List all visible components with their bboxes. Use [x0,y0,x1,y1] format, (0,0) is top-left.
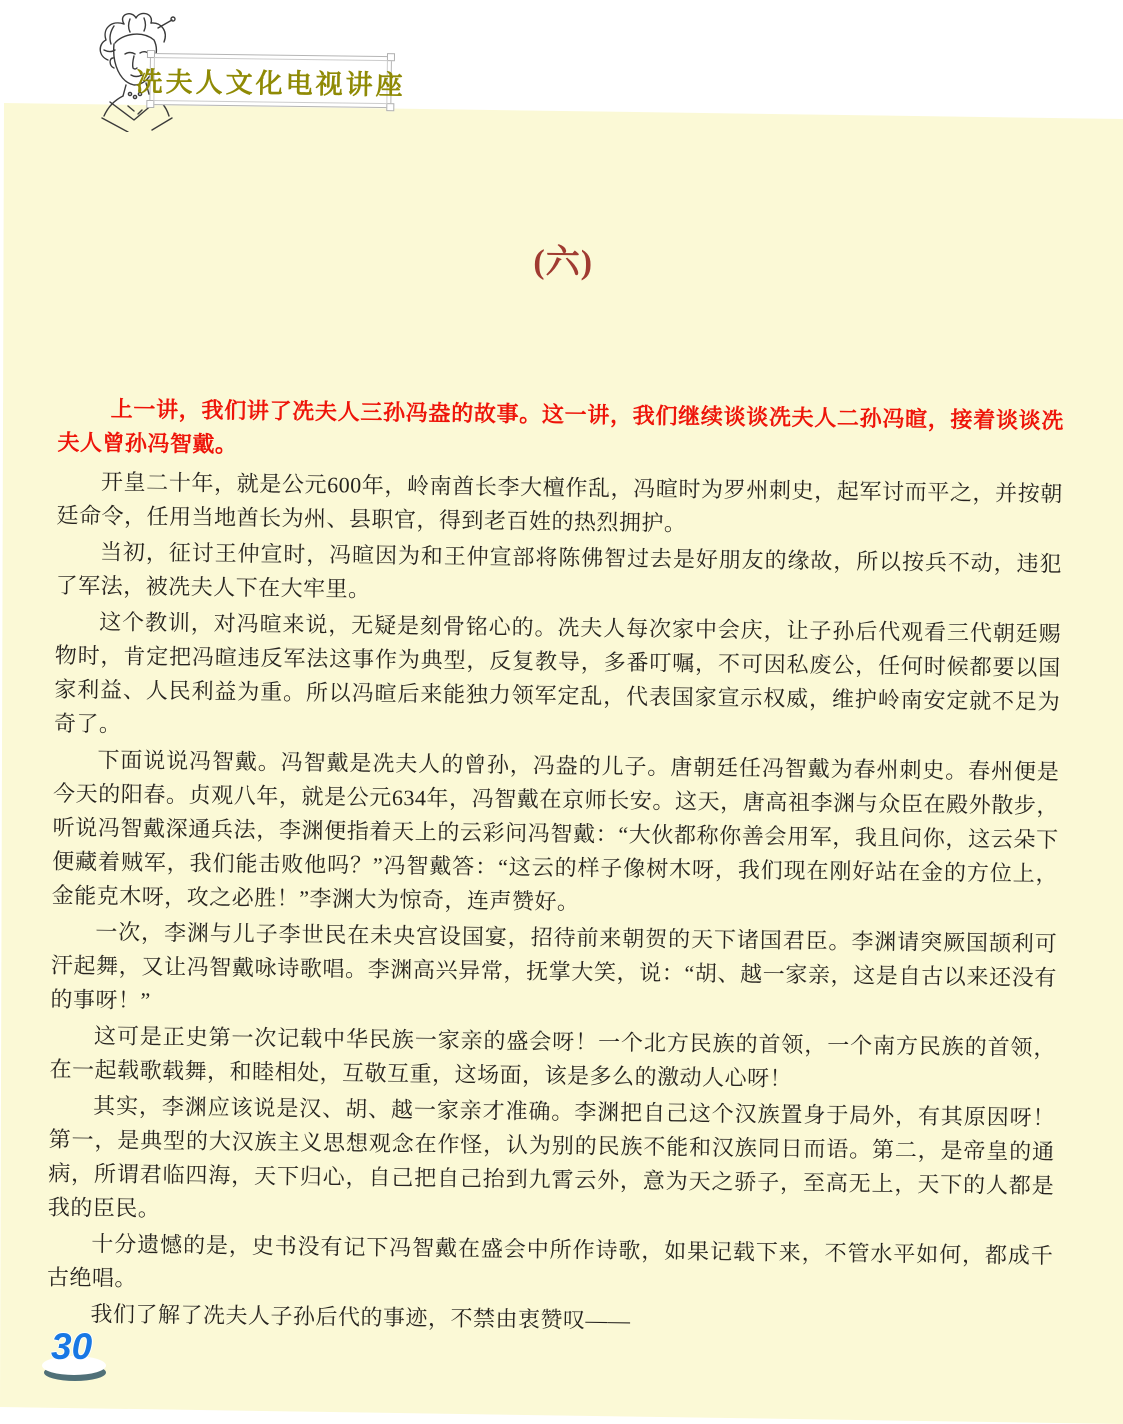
body-paragraph: 这个教训，对冯暄来说，无疑是刻骨铭心的。冼夫人每次家中会庆，让子孙后代观看三代朝廷赐物时，肯定把冯暄违反军法这事作为典型，反复教导，多番叮嘱，不可因私废公，任何时候都要以国家利益、人民利益为重。所以冯暄后来能独力领军定乱，代表国家宣示权威，维护岭南安定就不足为奇了。 [53,609,1062,737]
body-paragraph: 其实，李渊应该说是汉、胡、越一家亲才准确。李渊把自己这个汉族置身于局外，有其原因呀！第一，是典型的大汉族主义思想观念在作怪，认为别的民族不能和汉族同日而语。第二，是帝皇的通病，所谓君临四海，天下归心，自己把自己抬到九霄云外，意为天之骄子，至高无上，天下的人都是我的臣民。 [47,1093,1056,1222]
body-paragraph: 十分遗憾的是，史书没有记下冯智戴在盛会中所作诗歌，如果记载下来，不管水平如何，都成千古绝唱。 [46,1231,1054,1291]
body-paragraph: 当初，征讨王仲宣时，冯暄因为和王仲宣部将陈佛智过去是好朋友的缘故，所以按兵不动，违犯了军法，被冼夫人下在大牢里。 [55,539,1063,602]
body-paragraph: 一次，李渊与儿子李世民在未央宫设国宴，招待前来朝贺的天下诸国君臣。李渊请突厥国颉利可汗起舞，又让冯智戴咏诗歌唱。李渊高兴异常，抚掌大笑，说：“胡、越一家亲，这是自古以来还没有的事呀！” [50,919,1058,1013]
body-paragraphs [46,465,1063,1344]
page-number: 30 [51,1326,93,1367]
body-paragraph: 我们了解了冼夫人子孙后代的事迹，不禁由衷赞叹—— [90,1301,631,1333]
body-paragraph: 开皇二十年，就是公元600年，岭南酋长李大檀作乱，冯暄时为罗州刺史，起军讨而平之，并按朝廷命令，任用当地酋长为州、县职官，得到老百姓的热烈拥护。 [56,469,1064,536]
section-title: (六) [533,243,594,282]
page-number-ornament [42,1326,122,1386]
body-paragraph: 下面说说冯智戴。冯智戴是冼夫人的曾孙，冯盎的儿子。唐朝廷任冯智戴为春州刺史。春州便是今天的阳春。贞观八年，就是公元634年，冯智戴在京师长安。这天，唐高祖李渊与众臣在殿外散步，听说冯智戴深通兵法，李渊便指着天上的云彩问冯智戴：“大伙都称你善会用军，我且问你，这云朵下便藏着贼军，我们能击败他吗？”冯智戴答：“这云的样子像树木呀，我们现在刚好站在金的方位上，金能克木呀，攻之必胜！”李渊大为惊奇，连声赞好。 [51,747,1060,915]
body-paragraph: 这可是正史第一次记载中华民族一家亲的盛会呀！一个北方民族的首领，一个南方民族的首领，在一起载歌载舞，和睦相处，互敬互重，这场面，该是多么的激动人心呀！ [49,1023,1057,1092]
lead-summary-red-text: 上一讲，我们讲了冼夫人三孙冯盎的故事。这一讲，我们继续谈谈冼夫人二孙冯暄，接着谈谈冼夫人曾孙冯智戴。 [57,396,1064,457]
lecture-text [46,392,1064,1346]
series-title: 冼夫人文化电视讲座 [135,66,406,100]
